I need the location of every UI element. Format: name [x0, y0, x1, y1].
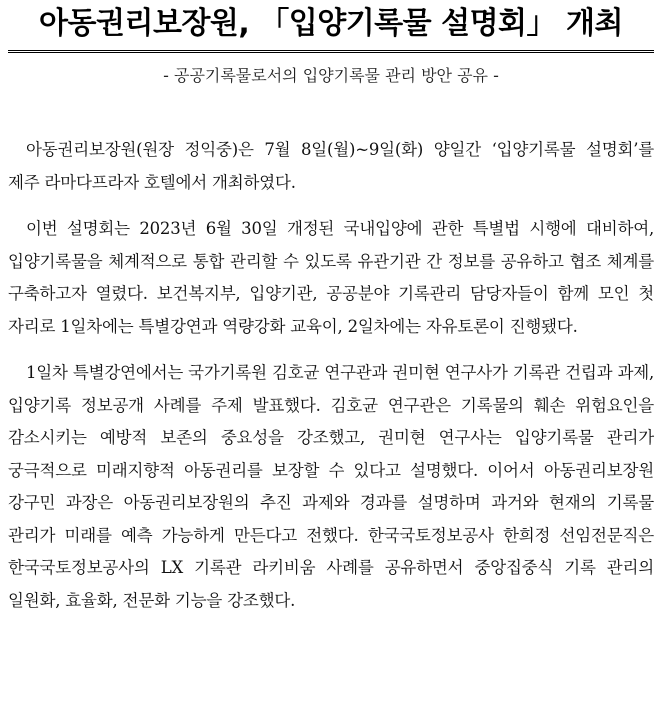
- body-paragraph: 아동권리보장원(원장 정익중)은 7월 8일(월)~9일(화) 양일간 ‘입양기록물 설명회’를 제주 라마다프라자 호텔에서 개최하였다.: [8, 140, 654, 192]
- body-paragraph: 이번 설명회는 2023년 6월 30일 개정된 국내입양에 관한 특별법 시행에 대비하여, 입양기록물을 체계적으로 통합 관리할 수 있도록 유관기관 간 정보를 공유하고 협조 체계를 구축하고자 열렸다. 보건복지부, 입양기관, 공공분야 기록관리 담당자들이 함께 모인 첫 자리로 1일차에는 특별강연과 역량강화 교육이, 2일차에는 자유토론이 진행됐다.: [8, 219, 654, 336]
- document-title: 아동권리보장원, 「입양기록물 설명회」 개최: [39, 6, 623, 41]
- title-divider: [8, 50, 654, 53]
- document-body: [8, 134, 654, 631]
- document-subtitle: - 공공기록물로서의 입양기록물 관리 방안 공유 -: [163, 66, 499, 85]
- body-paragraph: 1일차 특별강연에서는 국가기록원 김호균 연구관과 권미현 연구사가 기록관 건립과 과제, 입양기록 정보공개 사례를 주제 발표했다. 김호균 연구관은 기록물의 훼손 위험요인을 감소시키는 예방적 보존의 중요성을 강조했고, 권미현 연구사는 입양기록물 관리가 궁극적으로 미래지향적 아동권리를 보장할 수 있다고 설명했다. 이어서 아동권리보장원 강구민 과장은 아동권리보장원의 추진 과제와 경과를 설명하며 과거와 현재의 기록물 관리가 미래를 예측 가능하게 만든다고 전했다. 한국국토정보공사 한희정 선임전문직은 한국국토정보공사의 LX 기록관 라키비움 사례를 공유하면서 중앙집중식 기록 관리의 일원화, 효율화, 전문화 기능을 강조했다.: [8, 363, 654, 610]
